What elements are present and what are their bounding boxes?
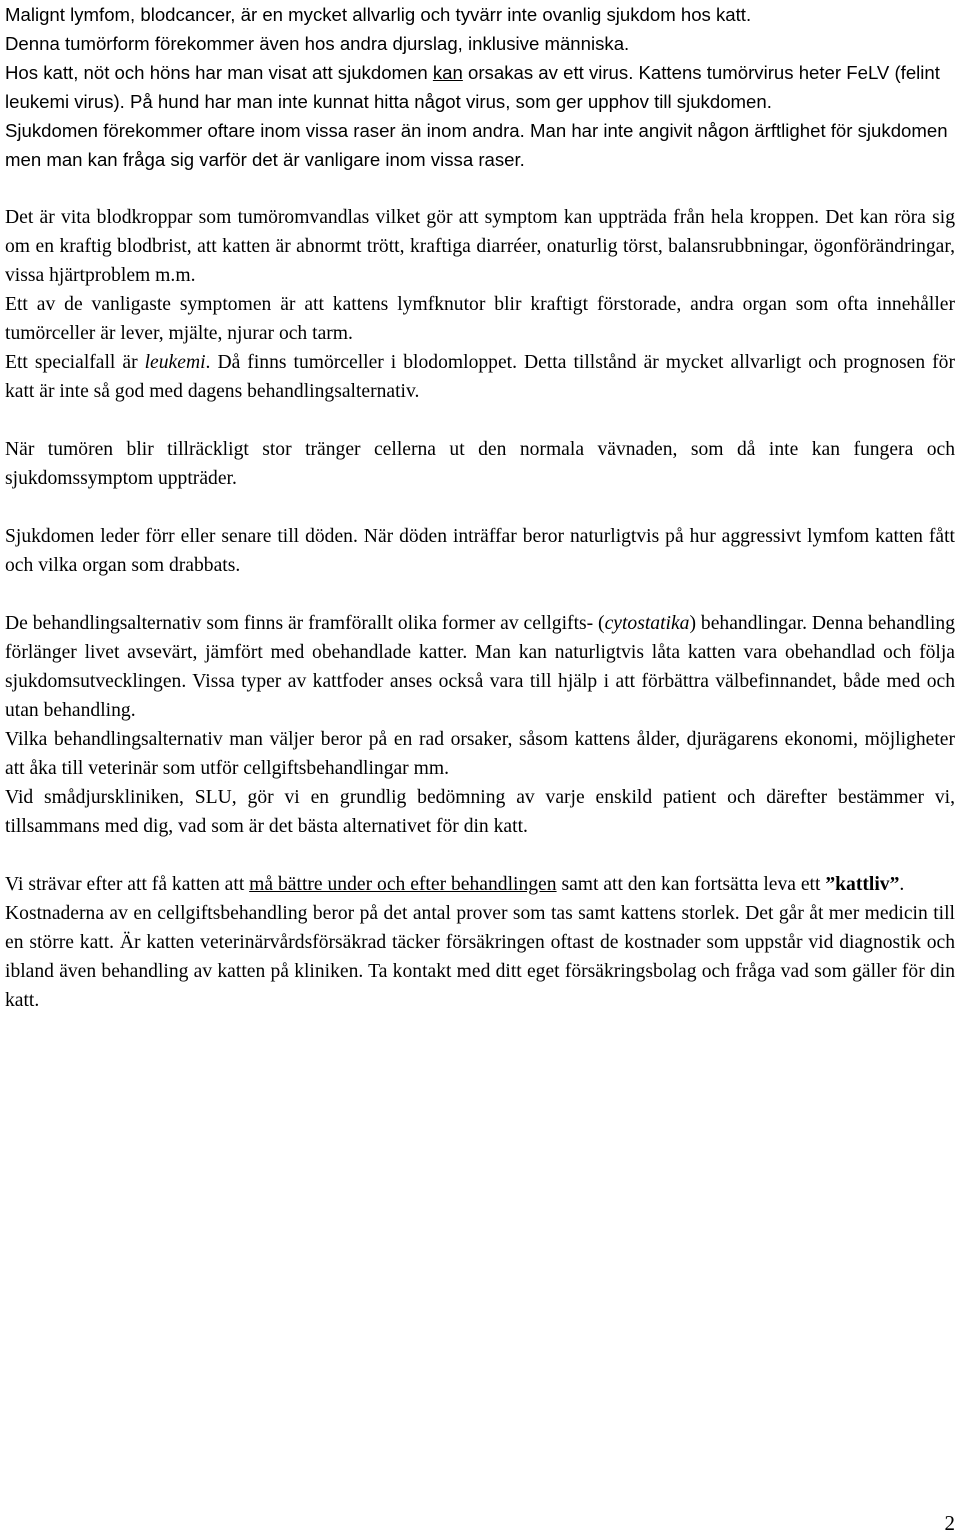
costs-paragraph: Kostnaderna av en cellgiftsbehandling beror på det antal prover som tas samt kattens storlek. Det går åt mer medicin till en större katt. Är katten veterinärvårdsförsäkrad täcker försäkringen oftast de kostnader som uppstår vid diagnostik och ibland även behandling av katten på kliniken. Ta kontakt med ditt eget försäkringsbolag och fråga vad som gäller för din katt. [5, 903, 955, 1011]
page-number: 2 [944, 1511, 955, 1535]
virus-text-end: orsakas av ett virus. Kattens tumörvirus heter FeLV (felint leukemi virus). På hund har man inte kunnat hitta något virus, som ger upphov till sjukdomen. [5, 62, 940, 112]
document-page [5, 0, 955, 1015]
virus-text-start: Hos katt, nöt och höns har man visat att sjukdomen [5, 62, 433, 83]
treatment-text-end: ) behandlingar. Denna behandling förlänger livet avsevärt, jämfört med obehandlade katter. Man kan naturligtvis låta katten vara obehandlad och följa sjukdomsutvecklingen. Vissa typer av kattfoder anses också vara till hjälp i att förbättra välbefinnandet, både med och utan behandling. [5, 613, 956, 721]
leukemia-paragraph [5, 348, 955, 406]
kan-link[interactable]: kan [432, 62, 463, 83]
goal-text-middle: samt att den kan fortsätta leva ett [556, 874, 826, 895]
goal-underlined-text: må bättre under och efter behandlingen [249, 874, 557, 895]
intro-breed-paragraph: Sjukdomen förekommer oftare inom vissa raser än inom andra. Man har inte angivit någon ärftlighet för sjukdomen men man kan fråga sig varför det är vanligare inom vissa raser. [5, 120, 948, 170]
tumor-growth-section [5, 435, 955, 493]
intro-line-1: Malignt lymfom, blodcancer, är en mycket allvarlig och tyvärr inte ovanlig sjukdom hos katt. [5, 4, 752, 25]
clinic-paragraph: Vid smådjurskliniken, SLU, gör vi en grundlig bedömning av varje enskild patient och därefter bestämmer vi, tillsammans med dig, vad som är det bästa alternativet för din katt. [5, 787, 955, 837]
intro-line-2: Denna tumörform förekommer även hos andra djurslag, inklusive människa. [5, 33, 630, 54]
leukemia-text-start: Ett specialfall är [5, 352, 145, 373]
treatment-choice-paragraph: Vilka behandlingsalternativ man väljer beror på en rad orsaker, såsom kattens ålder, djurägarens ekonomi, möjligheter att åka till veterinär som utför cellgiftsbehandlingar mm. [5, 729, 955, 779]
kattliv-term: ”kattliv” [825, 874, 900, 895]
goal-text-end: . [899, 874, 905, 895]
cytostatika-term: cytostatika [604, 613, 690, 634]
goal-text-start: Vi strävar efter att få katten att [5, 874, 250, 895]
tumor-growth-paragraph: När tumören blir tillräckligt stor tränger cellerna ut den normala vävnaden, som då inte kan fungera och sjukdomssymptom uppträder. [5, 439, 955, 489]
goal-paragraph [5, 870, 955, 899]
intro-virus-paragraph [5, 58, 955, 116]
symptoms-section [5, 203, 955, 406]
treatment-section [5, 609, 955, 841]
treatment-paragraph [5, 609, 955, 725]
lymph-nodes-paragraph: Ett av de vanligaste symptomen är att kattens lymfknutor blir kraftigt förstorade, andra organ som ofta innehåller tumörceller är lever, mjälte, njurar och tarm. [5, 294, 955, 344]
intro-section [5, 0, 955, 174]
prognosis-paragraph: Sjukdomen leder förr eller senare till döden. När döden inträffar beror naturligtvis på hur aggressivt lymfom katten fått och vilka organ som drabbats. [5, 526, 955, 576]
leukemia-term: leukemi [144, 352, 206, 373]
treatment-text-start: De behandlingsalternativ som finns är framförallt olika former av cellgifts- ( [5, 613, 605, 634]
leukemia-text-end: . Då finns tumörceller i blodomloppet. Detta tillstånd är mycket allvarligt och prognosen för katt är inte så god med dagens behandlingsalternativ. [5, 352, 955, 402]
goals-costs-section [5, 870, 955, 1015]
symptoms-paragraph: Det är vita blodkroppar som tumöromvandlas vilket gör att symptom kan uppträda från hela kroppen. Det kan röra sig om en kraftig blodbrist, att katten är abnormt trött, kraftiga diarréer, onaturlig törst, balansrubbningar, ögonförändringar, vissa hjärtproblem m.m. [5, 207, 955, 286]
prognosis-section [5, 522, 955, 580]
